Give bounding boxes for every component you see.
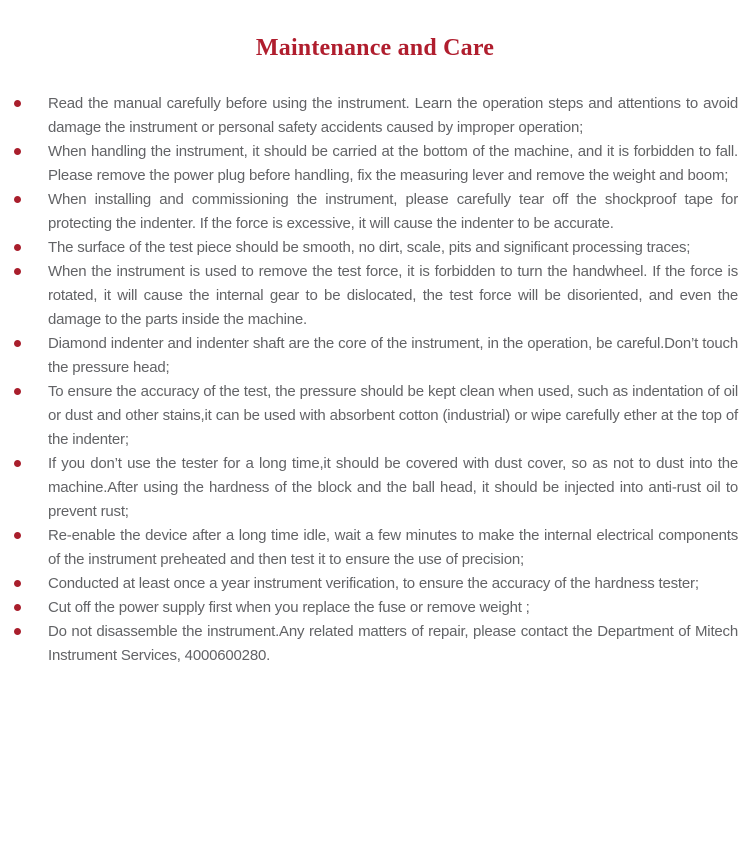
list-item-text: Do not disassemble the instrument.Any related matters of repair, please contact the Department of Mitech Instrument Services, 4000600280. xyxy=(48,623,738,664)
list-item-text: When handling the instrument, it should be carried at the bottom of the machine, and it is forbidden to fall. Please remove the power plug before handling, fix the measuring lever and remove the weight and boom; xyxy=(48,143,738,184)
list-item-text: Conducted at least once a year instrument verification, to ensure the accuracy of the hardness tester; xyxy=(48,575,699,592)
list-item xyxy=(0,452,750,524)
list-item-text: The surface of the test piece should be smooth, no dirt, scale, pits and significant processing traces; xyxy=(48,239,691,256)
list-item-text: Read the manual carefully before using the instrument. Learn the operation steps and attentions to avoid damage the instrument or personal safety accidents caused by improper operation; xyxy=(48,95,738,136)
bullet-icon xyxy=(14,628,21,635)
list-item-text: Diamond indenter and indenter shaft are the core of the instrument, in the operation, be careful.Don’t touch the pressure head; xyxy=(48,335,738,376)
bullet-icon xyxy=(14,196,21,203)
bullet-icon xyxy=(14,148,21,155)
bullet-icon xyxy=(14,604,21,611)
list-item-text: If you don’t use the tester for a long time,it should be covered with dust cover, so as not to dust into the machine.After using the hardness of the block and the ball head, it should be injected into anti-rust oil to prevent rust; xyxy=(48,455,738,520)
bullet-icon xyxy=(14,460,21,467)
bullet-icon xyxy=(14,580,21,587)
list-item-text: To ensure the accuracy of the test, the pressure should be kept clean when used, such as indentation of oil or dust and other stains,it can be used with absorbent cotton (industrial) or wipe carefully ether at the top of the indenter; xyxy=(48,383,738,448)
bullet-icon xyxy=(14,100,21,107)
list-item xyxy=(0,596,750,620)
list-item-text: Cut off the power supply first when you replace the fuse or remove weight ; xyxy=(48,599,530,616)
list-item xyxy=(0,188,750,236)
list-item-text: When installing and commissioning the instrument, please carefully tear off the shockproof tape for protecting the indenter. If the force is excessive, it will cause the indenter to be accurate. xyxy=(48,191,738,232)
list-item xyxy=(0,92,750,140)
list-item xyxy=(0,524,750,572)
list-item xyxy=(0,140,750,188)
list-item xyxy=(0,332,750,380)
list-item xyxy=(0,380,750,452)
list-item xyxy=(0,572,750,596)
maintenance-list xyxy=(0,92,750,668)
page-title: Maintenance and Care xyxy=(255,35,495,61)
list-item xyxy=(0,260,750,332)
list-item-text: Re-enable the device after a long time idle, wait a few minutes to make the internal electrical components of the instrument preheated and then test it to ensure the use of precision; xyxy=(48,527,738,568)
list-item-text: When the instrument is used to remove the test force, it is forbidden to turn the handwheel. If the force is rotated, it will cause the internal gear to be dislocated, the test force will be disoriented, and even the damage to the parts inside the machine. xyxy=(48,263,738,328)
bullet-icon xyxy=(14,340,21,347)
bullet-icon xyxy=(14,388,21,395)
bullet-icon xyxy=(14,244,21,251)
bullet-icon xyxy=(14,268,21,275)
bullet-icon xyxy=(14,532,21,539)
list-item xyxy=(0,236,750,260)
list-item xyxy=(0,620,750,668)
